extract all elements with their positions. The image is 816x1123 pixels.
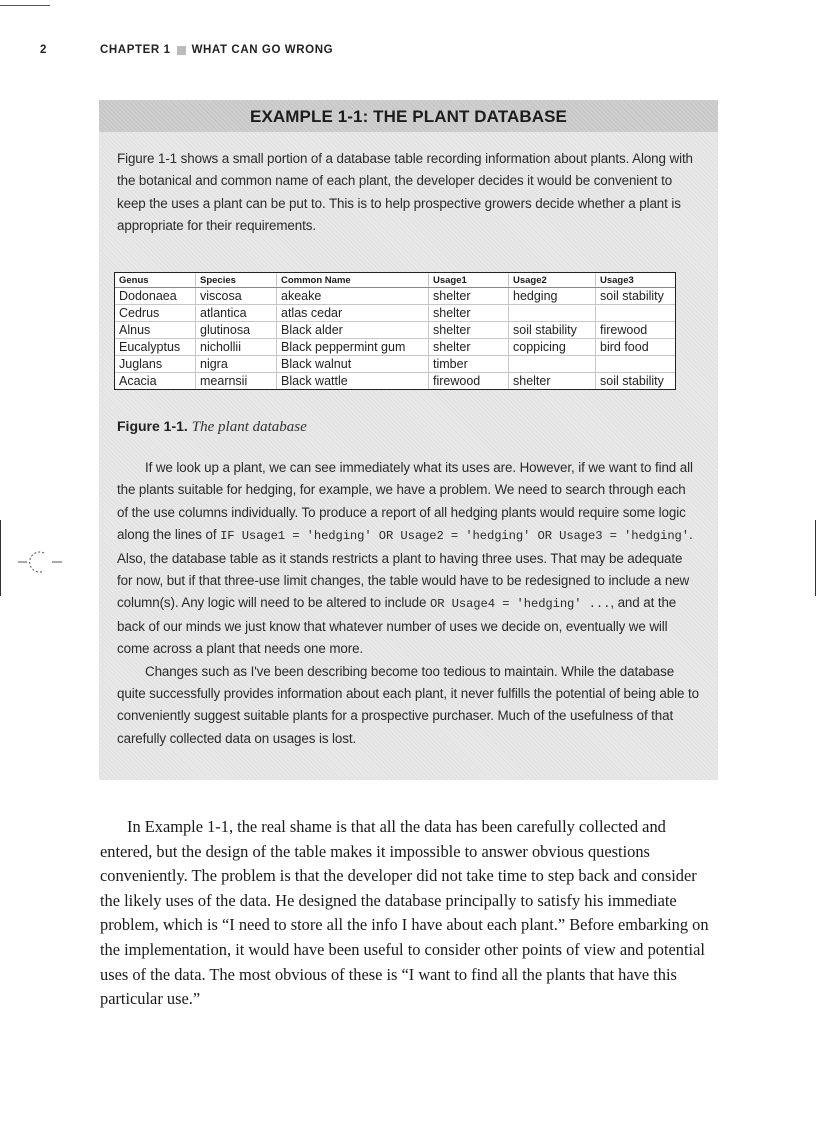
- table-cell: timber: [429, 356, 509, 373]
- table-cell: akeake: [277, 288, 429, 305]
- sidebar-intro-paragraph: Figure 1-1 shows a small portion of a database table recording information about plants. Along with the botanical and common name of each plant, the developer decides it would be convenient to keep the uses a plant can be put to. This is to help prospective growers decide whether a plant is appropriate for their requirements.: [117, 151, 693, 234]
- table-cell: mearnsii: [196, 373, 277, 390]
- table-cell: soil stability: [596, 373, 676, 390]
- table-cell: bird food: [596, 339, 676, 356]
- table-cell: Black walnut: [277, 356, 429, 373]
- table-cell: shelter: [429, 305, 509, 322]
- code-snippet: IF Usage1 = 'hedging' OR Usage2 = 'hedging' OR Usage3 = 'hedging': [220, 529, 689, 544]
- column-header: Species: [196, 273, 277, 288]
- body-paragraph: In Example 1-1, the real shame is that all the data has been carefully collected and entered, but the design of the table makes it impossible to answer obvious questions conveniently. The problem is that the developer did not take time to step back and consider the likely uses of the data. He designed the database principally to satisfy his immediate problem, which is “I need to store all the info I have about each plant.” Before embarking on the implementation, it would have been useful to consider other points of view and potential uses of the data. The most obvious of these is “I want to find all the plants that have this particular use.”: [100, 817, 709, 1009]
- table-cell: nichollii: [196, 339, 277, 356]
- chapter-label: CHAPTER 1: [100, 44, 171, 56]
- sidebar-title: EXAMPLE 1-1: THE PLANT DATABASE: [99, 100, 718, 132]
- table-cell: Dodonaea: [115, 288, 196, 305]
- sidebar-paragraph-2: [99, 457, 718, 661]
- figure-title: The plant database: [191, 419, 307, 435]
- running-header: [40, 44, 333, 56]
- table-cell: shelter: [429, 288, 509, 305]
- crop-mark-top: [0, 5, 50, 6]
- table-row: [115, 322, 675, 339]
- table-cell: firewood: [596, 322, 676, 339]
- table-cell: glutinosa: [196, 322, 277, 339]
- table-cell: viscosa: [196, 288, 277, 305]
- sidebar-body: [99, 457, 718, 750]
- column-header: Usage1: [429, 273, 509, 288]
- page-number: 2: [40, 44, 47, 56]
- figure-caption: [117, 418, 307, 436]
- table-row: [115, 288, 675, 305]
- table-cell: hedging: [509, 288, 596, 305]
- table-cell: shelter: [509, 373, 596, 390]
- table-cell: shelter: [429, 322, 509, 339]
- table-cell: [596, 356, 676, 373]
- chapter-title: WHAT CAN GO WRONG: [191, 44, 334, 56]
- table-cell: Juglans: [115, 356, 196, 373]
- table-cell: Eucalyptus: [115, 339, 196, 356]
- crop-mark-left: [0, 520, 1, 596]
- column-header: Usage2: [509, 273, 596, 288]
- table-cell: atlantica: [196, 305, 277, 322]
- para2-text-1: If we look up a plant, we can see immediately what its uses are. However, if we want to find all the plants suitable for hedging, for example, we have a problem. We need to search through each of the use columns individually. To produce a report of all hedging plants would require some logic along the lines of: [117, 460, 693, 543]
- sidebar-paragraph-3: Changes such as I've been describing become too tedious to maintain. While the database quite successfully provides information about each plant, it never fulfills the potential of being able to conveniently suggest suitable plants for a prospective purchaser. Much of the usefulness of that carefully collected data on usages is lost.: [117, 663, 699, 746]
- registration-mark-icon: [18, 549, 64, 579]
- table-cell: Alnus: [115, 322, 196, 339]
- table-cell: [596, 305, 676, 322]
- table-cell: soil stability: [509, 322, 596, 339]
- table-cell: [509, 356, 596, 373]
- example-sidebar: [99, 100, 718, 780]
- para2-text-2: . Also, the database table as it stands restricts a plant to having three uses. That may be adequate for now, but if that three-use limit changes, the table would have to be redesigned to include a new column(s). Any logic will need to be altered to include: [117, 527, 693, 611]
- table-header-row: [115, 273, 675, 288]
- table-row: [115, 373, 675, 390]
- header-separator-icon: [177, 46, 186, 55]
- table-row: [115, 356, 675, 373]
- table-cell: firewood: [429, 373, 509, 390]
- table-cell: shelter: [429, 339, 509, 356]
- column-header: Common Name: [277, 273, 429, 288]
- figure-label: Figure 1-1.: [117, 418, 188, 434]
- table-cell: Black wattle: [277, 373, 429, 390]
- table-cell: [509, 305, 596, 322]
- table-row: [115, 339, 675, 356]
- column-header: Genus: [115, 273, 196, 288]
- code-snippet: OR Usage4 = 'hedging' ...: [429, 597, 611, 612]
- para2-text-3: , and at the back of our minds we just know that whatever number of uses we decide on, eventually we will come across a plant that needs one more.: [117, 595, 677, 657]
- table-cell: atlas cedar: [277, 305, 429, 322]
- table-cell: nigra: [196, 356, 277, 373]
- table-cell: coppicing: [509, 339, 596, 356]
- table-cell: Black alder: [277, 322, 429, 339]
- table-cell: Black peppermint gum: [277, 339, 429, 356]
- table-cell: Cedrus: [115, 305, 196, 322]
- table-cell: Acacia: [119, 374, 157, 388]
- column-header: Usage3: [596, 273, 676, 288]
- table-cell: soil stability: [596, 288, 676, 305]
- plant-database-table: [114, 272, 676, 390]
- table-row: [115, 305, 675, 322]
